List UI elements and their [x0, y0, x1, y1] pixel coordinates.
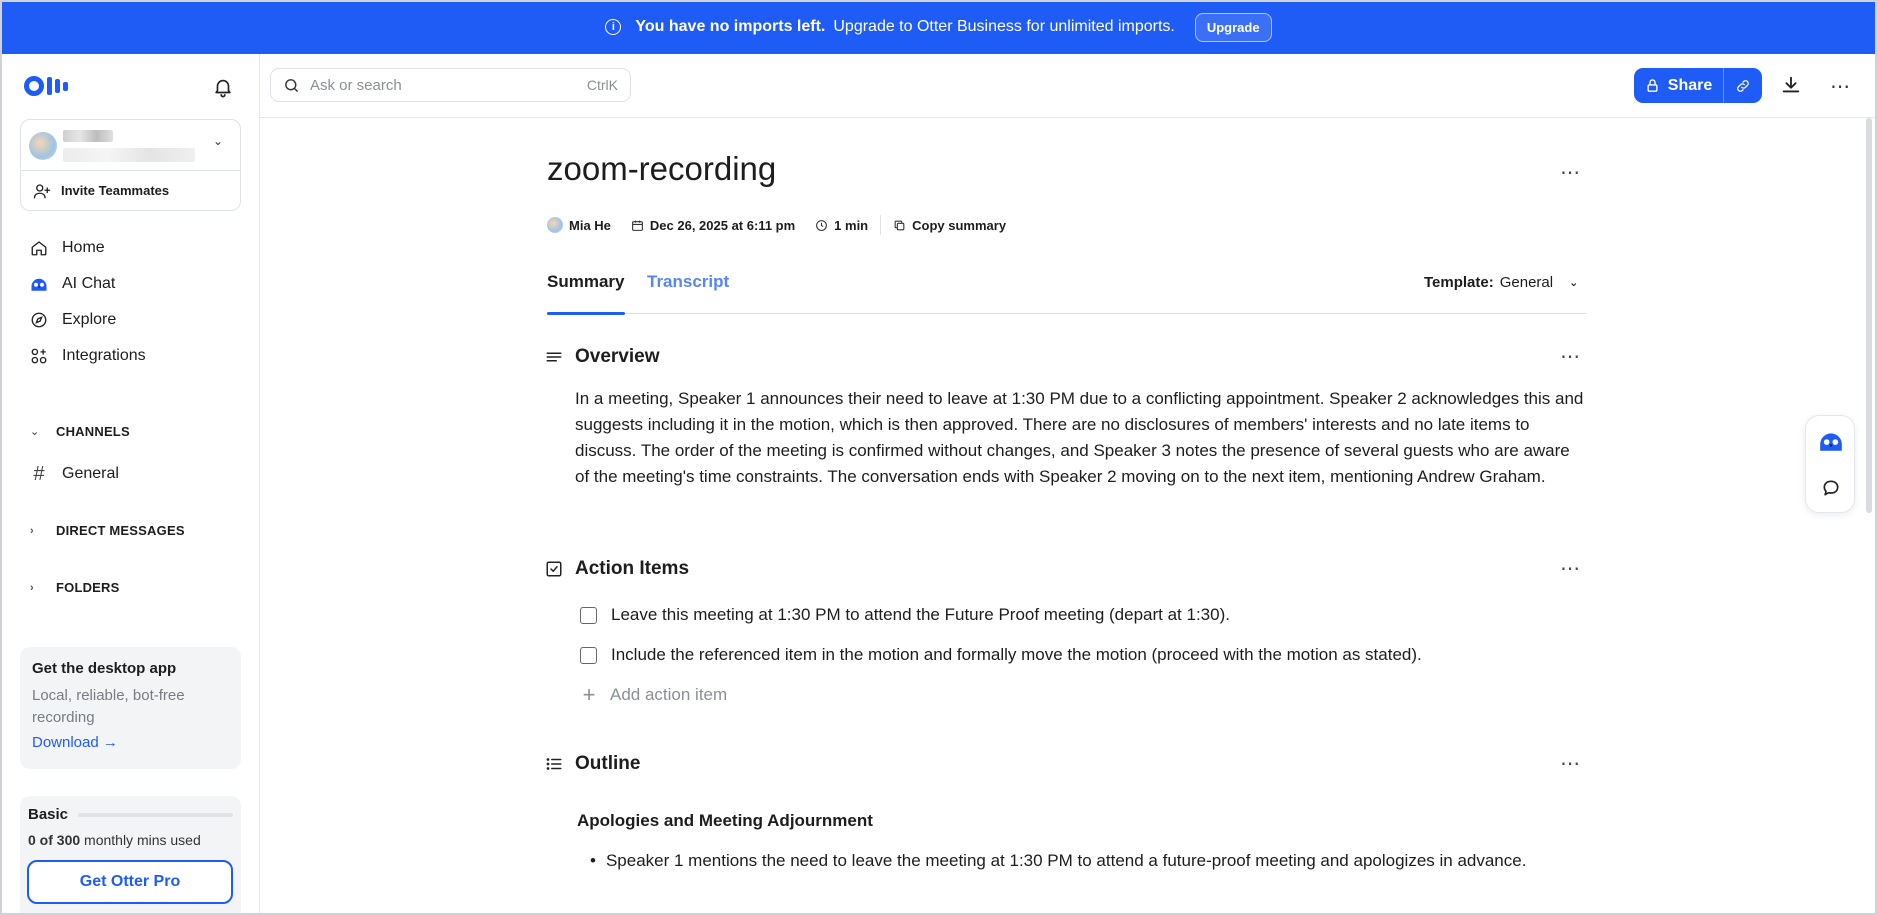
title-more-icon[interactable]: ⋯ [1560, 162, 1580, 184]
clock-icon [815, 219, 828, 232]
floating-assistant-panel [1805, 415, 1855, 513]
author-name: Mia He [569, 217, 611, 233]
search-placeholder: Ask or search [310, 76, 402, 94]
chevron-down-icon: ⌄ [30, 426, 40, 438]
channels-label: CHANNELS [56, 424, 130, 439]
divider [880, 215, 881, 235]
share-button[interactable] [1634, 68, 1724, 103]
add-action-item-button[interactable] [580, 682, 727, 708]
copy-link-button[interactable] [1724, 68, 1762, 103]
copy-summary-button[interactable] [893, 218, 1006, 233]
outline-more-icon[interactable]: ⋯ [1560, 753, 1580, 775]
otter-ai-icon[interactable] [1818, 428, 1844, 454]
tab-transcript[interactable]: Transcript [647, 272, 730, 291]
duration-text: 1 min [834, 217, 869, 233]
template-label: Template: [1424, 274, 1494, 291]
sidebar-item-label: Home [62, 239, 105, 256]
download-link[interactable]: Download → [32, 734, 118, 751]
usage-suffix: monthly mins used [80, 832, 201, 848]
divider [260, 117, 1877, 118]
bell-icon[interactable] [212, 76, 234, 98]
scrollbar[interactable] [1866, 118, 1872, 513]
invite-label: Invite Teammates [61, 183, 170, 198]
desktop-app-card [20, 647, 241, 769]
folders-section-toggle[interactable] [30, 580, 120, 595]
desktop-card-desc: Local, reliable, bot-free recording [32, 687, 185, 726]
apps-icon [30, 347, 48, 365]
overview-text: In a meeting, Speaker 1 announces their need to leave at 1:30 PM due to a conflicting appointment. Speaker 2 acknowledges this and suggests including it in the motion, which is then approved. There are no disclosures of members' interests and no late items to discuss. The order of the meeting is confirmed without changes, and Speaker 3 notes the presence of several guests who are aware of the meeting's time constraints. The conversation ends with Speaker 2 moving on to the next item, mentioning Andrew Graham. [575, 389, 1584, 486]
info-icon: i [605, 19, 621, 35]
upgrade-banner [0, 0, 1877, 54]
author[interactable] [547, 217, 611, 233]
avatar [547, 217, 563, 233]
banner-text: Upgrade to Otter Business for unlimited imports. [833, 18, 1175, 35]
calendar-icon [631, 219, 644, 232]
search-input[interactable] [270, 68, 631, 102]
usage-text [28, 832, 233, 848]
sidebar-item-integrations[interactable] [20, 338, 241, 374]
checkbox-icon [545, 560, 563, 578]
sidebar-item-ai-chat[interactable] [20, 266, 241, 302]
date [631, 218, 795, 233]
plan-card [20, 796, 241, 913]
plus-icon: + [582, 682, 596, 707]
link-icon [1735, 78, 1751, 94]
otter-ai-icon [30, 275, 48, 293]
sidebar-item-label: AI Chat [62, 275, 116, 292]
channel-general[interactable] [20, 456, 241, 492]
chevron-down-icon[interactable]: ⌄ [213, 134, 224, 148]
paragraph-icon [545, 348, 563, 366]
outline-heading [545, 753, 640, 775]
usage-bar [78, 813, 233, 817]
action-checkbox[interactable] [580, 607, 597, 624]
action-items-heading [545, 558, 689, 580]
copy-summary-label: Copy summary [912, 217, 1007, 233]
page-title[interactable]: zoom-recording [547, 150, 777, 187]
more-options-icon[interactable]: ⋯ [1830, 76, 1851, 98]
download-icon[interactable] [1780, 74, 1802, 96]
action-item-text[interactable]: Include the referenced item in the motion and formally move the motion (proceed with the motion as stated). [611, 645, 1422, 664]
redacted-user-name [63, 130, 113, 142]
action-item-text[interactable]: Leave this meeting at 1:30 PM to attend the Future Proof meeting (depart at 1:30). [611, 605, 1230, 624]
chevron-down-icon: ⌄ [1569, 277, 1579, 289]
channels-section-toggle[interactable] [30, 424, 130, 439]
list-item [590, 851, 1526, 871]
upgrade-button[interactable]: Upgrade [1195, 13, 1272, 42]
direct-messages-section-toggle[interactable] [30, 523, 185, 538]
bullet-dot: • [590, 851, 596, 870]
plan-name: Basic [28, 806, 69, 823]
list-icon [545, 755, 563, 773]
action-items-title: Action Items [575, 558, 690, 579]
tab-summary[interactable]: Summary [547, 272, 625, 291]
template-value: General [1499, 274, 1554, 291]
search-icon [283, 77, 300, 94]
direct-messages-label: DIRECT MESSAGES [56, 523, 185, 538]
chevron-right-icon: › [30, 581, 34, 594]
action-item [580, 605, 1230, 625]
add-user-icon [33, 182, 51, 200]
date-text: Dec 26, 2025 at 6:11 pm [649, 217, 796, 233]
search-shortcut: CtrlK [586, 77, 618, 93]
sidebar-item-label: Integrations [62, 347, 146, 364]
action-items-more-icon[interactable]: ⋯ [1560, 558, 1580, 580]
share-group [1634, 68, 1762, 103]
sidebar-item-label: Explore [62, 311, 117, 328]
lock-icon [1645, 78, 1660, 93]
outline-bullet-text: Speaker 1 mentions the need to leave the meeting at 1:30 PM to attend a future-proof meeting and apologizes in advance. [605, 851, 1527, 870]
banner-bold-text: You have no imports left. [635, 18, 826, 35]
copy-icon [893, 219, 906, 232]
sidebar [0, 54, 260, 915]
folders-label: FOLDERS [56, 580, 120, 595]
sidebar-item-explore[interactable] [20, 302, 241, 338]
avatar [29, 132, 57, 160]
action-item [580, 645, 1422, 665]
user-switcher[interactable] [20, 119, 241, 211]
chevron-right-icon: › [30, 524, 34, 537]
usage-count: 0 of 300 [28, 832, 81, 848]
meta-row [547, 215, 1026, 235]
hash-icon: # [33, 462, 45, 485]
outline-title: Outline [575, 753, 641, 774]
get-otter-pro-button[interactable]: Get Otter Pro [27, 860, 233, 904]
redacted-user-email [63, 148, 195, 162]
overview-heading [545, 346, 660, 368]
sidebar-item-home[interactable] [20, 230, 241, 266]
desktop-card-title: Get the desktop app [32, 660, 177, 677]
template-dropdown[interactable] [1424, 274, 1578, 291]
comment-icon[interactable] [1821, 478, 1841, 498]
duration [815, 218, 868, 233]
add-action-label: Add action item [610, 685, 728, 704]
invite-teammates-button[interactable] [21, 170, 240, 210]
compass-icon [30, 311, 48, 329]
otter-logo[interactable] [24, 76, 68, 96]
overview-more-icon[interactable]: ⋯ [1560, 346, 1580, 368]
outline-subheading: Apologies and Meeting Adjournment [577, 811, 873, 830]
action-checkbox[interactable] [580, 647, 597, 664]
overview-title: Overview [575, 346, 660, 367]
home-icon [30, 239, 48, 257]
share-label: Share [1667, 76, 1713, 94]
channel-label: General [62, 465, 119, 482]
